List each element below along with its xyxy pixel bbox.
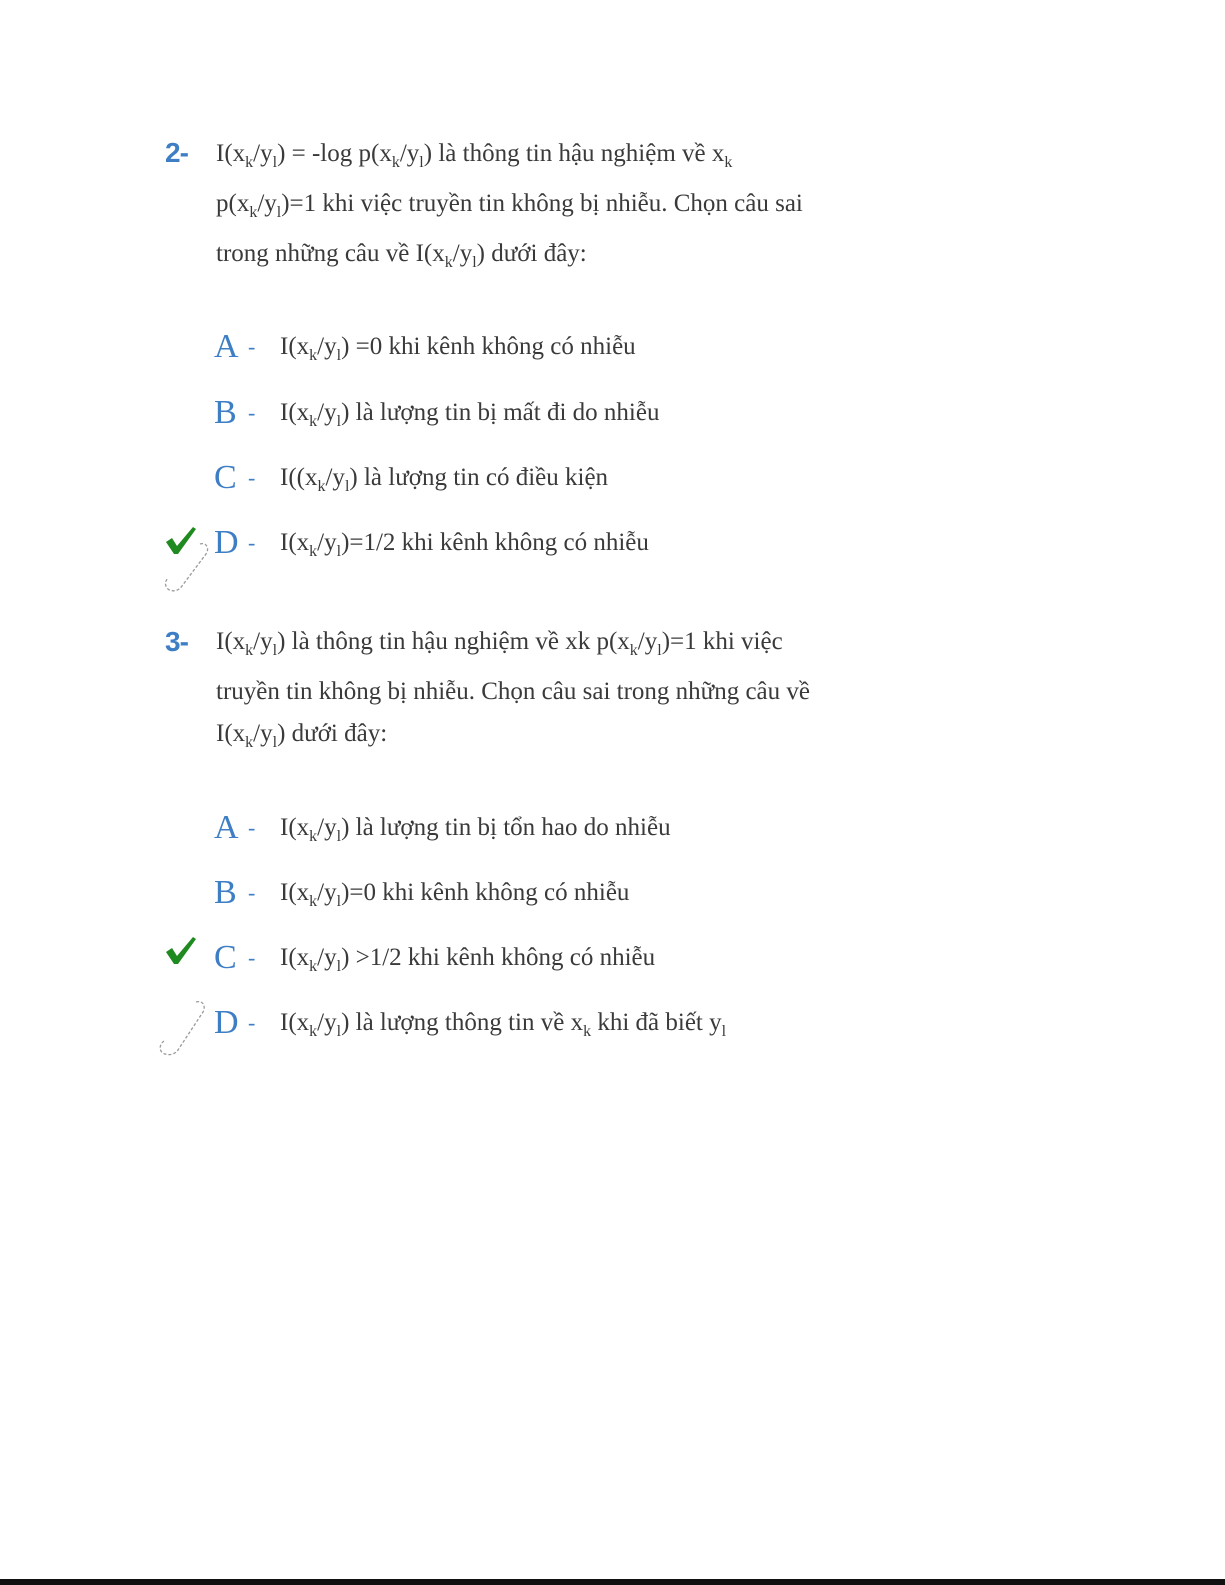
marker-outline-icon [156, 998, 210, 1058]
answer-option-a [214, 327, 636, 367]
answer-option-b [214, 873, 629, 913]
option-letter: B [214, 874, 237, 911]
question-text-line: $p(x_k/y_l)=1$ khi việc truyền tin không bị nhiễu. Chọn câu sai [216, 190, 803, 221]
option-text: $I(x_k/y_l)=1/2$ khi kênh không có nhiễu [280, 529, 649, 560]
answer-option-c [214, 938, 655, 978]
answer-option-b [214, 393, 659, 433]
option-letter: C [214, 459, 237, 496]
option-dash: - [248, 334, 256, 359]
answer-option-d [214, 523, 649, 563]
option-dash: - [248, 815, 256, 840]
option-letter: D [214, 1004, 239, 1041]
option-letter: A [214, 809, 239, 846]
option-text: $I(x_k/y_l)=0$ khi kênh không có nhiễu [280, 879, 630, 910]
option-dash: - [248, 465, 256, 490]
question-text-line: $I(x_k/y_l)$ dưới đây: [216, 720, 388, 751]
option-dash: - [248, 400, 256, 425]
option-letter: D [214, 524, 239, 561]
question-number: 3- [165, 626, 188, 657]
option-text: $I(x_k/y_l) >1/2$ khi kênh không có nhiễu [280, 944, 656, 975]
question-text-line: trong những câu về $I(x_k/y_l)$ dưới đây: [216, 240, 587, 271]
option-text: $I(x_k/y_l)$ là lượng tin bị mất đi do nhiễu [280, 399, 660, 430]
option-dash: - [248, 1010, 256, 1035]
question-text-line: $I(x_k/y_l) = -\log$ $p(x_k/y_l)$ là thông tin hậu nghiệm về $x_k$ [216, 140, 733, 171]
checkmark-icon [163, 934, 197, 968]
option-letter: B [214, 394, 237, 431]
option-letter: C [214, 939, 237, 976]
option-dash: - [248, 945, 256, 970]
answer-option-d [214, 1003, 726, 1043]
option-dash: - [248, 530, 256, 555]
option-letter: A [214, 328, 239, 365]
option-text: $I(x_k/y_l) =0$ khi kênh không có nhiễu [280, 333, 636, 364]
answer-option-c [214, 458, 608, 498]
question-text-line: $I(x_k/y_l)$ là thông tin hậu nghiệm về xk $p(x_k/y_l)=1$ khi việc [216, 628, 783, 659]
option-text: $I(x_k/y_l)$ là lượng thông tin về $x_k$ khi đã biết $y_l$ [280, 1009, 727, 1040]
option-dash: - [248, 880, 256, 905]
marker-outline-icon [160, 538, 214, 598]
page-bottom-rule [0, 1579, 1225, 1585]
question-text-line: truyền tin không bị nhiễu. Chọn câu sai trong những câu về [216, 678, 810, 705]
answer-option-a [214, 808, 671, 848]
question-number: 2- [165, 137, 188, 168]
option-text: $I((x_k/y_l)$ là lượng tin có điều kiện [280, 464, 609, 495]
option-text: $I(x_k/y_l)$ là lượng tin bị tổn hao do nhiễu [280, 814, 671, 845]
